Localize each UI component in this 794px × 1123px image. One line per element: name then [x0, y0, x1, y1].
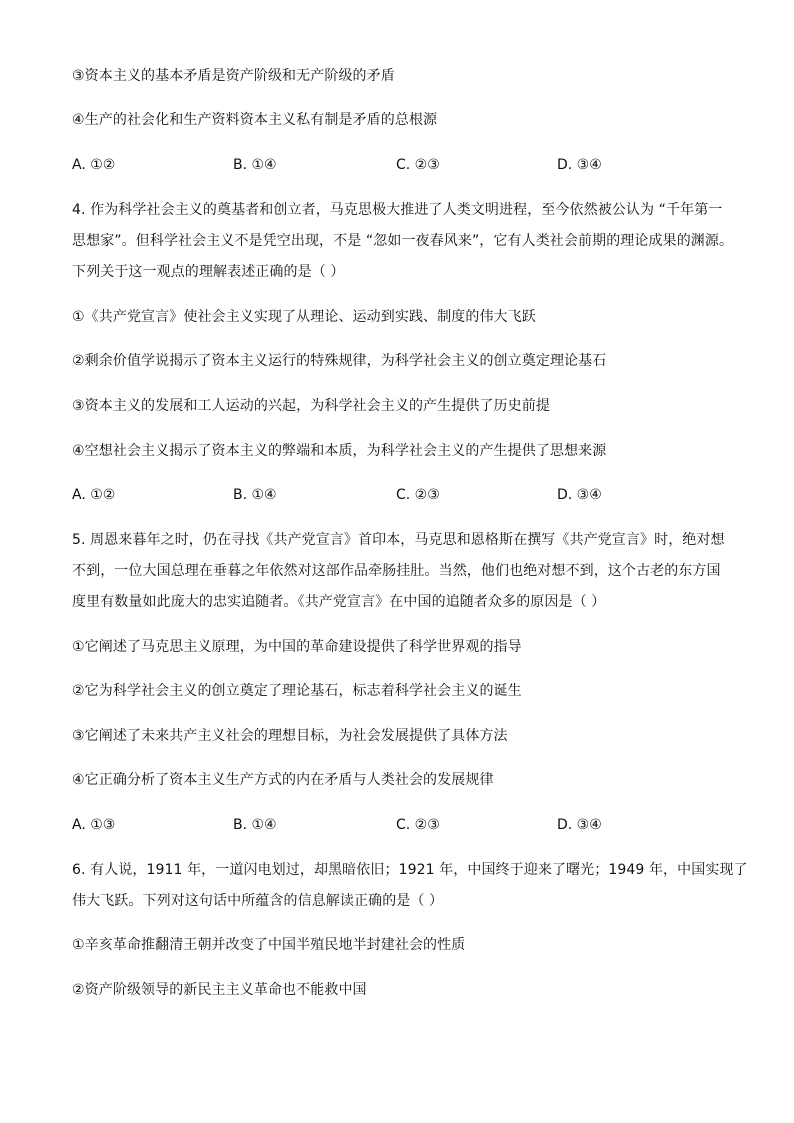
q4-stem-line-3: 下列关于这一观点的理解表述正确的是（ ） [72, 264, 345, 280]
q4-item-3: ③资本主义的发展和工人运动的兴起，为科学社会主义的产生提供了历史前提 [72, 398, 550, 414]
q5-item-2: ②它为科学社会主义的创立奠定了理论基石，标志着科学社会主义的诞生 [72, 683, 522, 699]
q4-item-2: ②剩余价值学说揭示了资本主义运行的特殊规律，为科学社会主义的创立奠定理论基石 [72, 353, 607, 369]
q5-item-3: ③它阐述了未来共产主义社会的理想目标，为社会发展提供了具体方法 [72, 728, 508, 744]
q3-option-d[interactable]: D. ③④ [557, 157, 602, 173]
q5-item-4: ④它正确分析了资本主义生产方式的内在矛盾与人类社会的发展规律 [72, 772, 494, 788]
q5-option-a[interactable]: A. ①③ [72, 817, 116, 833]
q6-item-1: ①辛亥革命推翻清王朝并改变了中国半殖民地半封建社会的性质 [72, 937, 466, 953]
q5-option-b[interactable]: B. ①④ [233, 817, 277, 833]
q5-stem-line-2: 不到，一位大国总理在垂暮之年依然对这部作品牵肠挂肚。当然，他们也绝对想不到，这个古老的东方国 [72, 563, 721, 579]
q3-option-c[interactable]: C. ②③ [396, 157, 440, 173]
q3-option-b[interactable]: B. ①④ [233, 157, 277, 173]
q6-item-2: ②资产阶级领导的新民主主义革命也不能救中国 [72, 982, 367, 998]
q3-item-4: ④生产的社会化和生产资料资本主义私有制是矛盾的总根源 [72, 112, 438, 128]
q5-stem-line-3: 度里有数量如此庞大的忠实追随者。《共产党宣言》在中国的追随者众多的原因是（ ） [72, 594, 606, 610]
q5-option-c[interactable]: C. ②③ [396, 817, 440, 833]
q5-option-d[interactable]: D. ③④ [557, 817, 602, 833]
q4-stem-line-1: 4. 作为科学社会主义的奠基者和创立者，马克思极大推进了人类文明进程，至今依然被公认为 “千年第一 [72, 202, 723, 218]
q4-item-4: ④空想社会主义揭示了资本主义的弊端和本质，为科学社会主义的产生提供了思想来源 [72, 443, 607, 459]
q5-stem-line-1: 5. 周恩来暮年之时，仍在寻找《共产党宣言》首印本，马克思和恩格斯在撰写《共产党宣言》时，绝对想 [72, 532, 725, 548]
q3-option-a[interactable]: A. ①② [72, 157, 116, 173]
q3-item-3: ③资本主义的基本矛盾是资产阶级和无产阶级的矛盾 [72, 68, 395, 84]
q4-option-b[interactable]: B. ①④ [233, 487, 277, 503]
q5-item-1: ①它阐述了马克思主义原理，为中国的革命建设提供了科学世界观的指导 [72, 639, 522, 655]
q4-option-d[interactable]: D. ③④ [557, 487, 602, 503]
q6-stem-line-1: 6. 有人说，1911 年，一道闪电划过，却黑暗依旧；1921 年，中国终于迎来了曙光；1949 年，中国实现了 [72, 862, 748, 878]
q4-stem-line-2: 思想家”。但科学社会主义不是凭空出现，不是 “忽如一夜春风来”，它有人类社会前期的理论成果的渊源。 [72, 233, 734, 249]
q4-option-c[interactable]: C. ②③ [396, 487, 440, 503]
q4-option-a[interactable]: A. ①② [72, 487, 116, 503]
q6-stem-line-2: 伟大飞跃。下列对这句话中所蕴含的信息解读正确的是（ ） [72, 893, 444, 909]
q4-item-1: ①《共产党宣言》使社会主义实现了从理论、运动到实践、制度的伟大飞跃 [72, 309, 536, 325]
